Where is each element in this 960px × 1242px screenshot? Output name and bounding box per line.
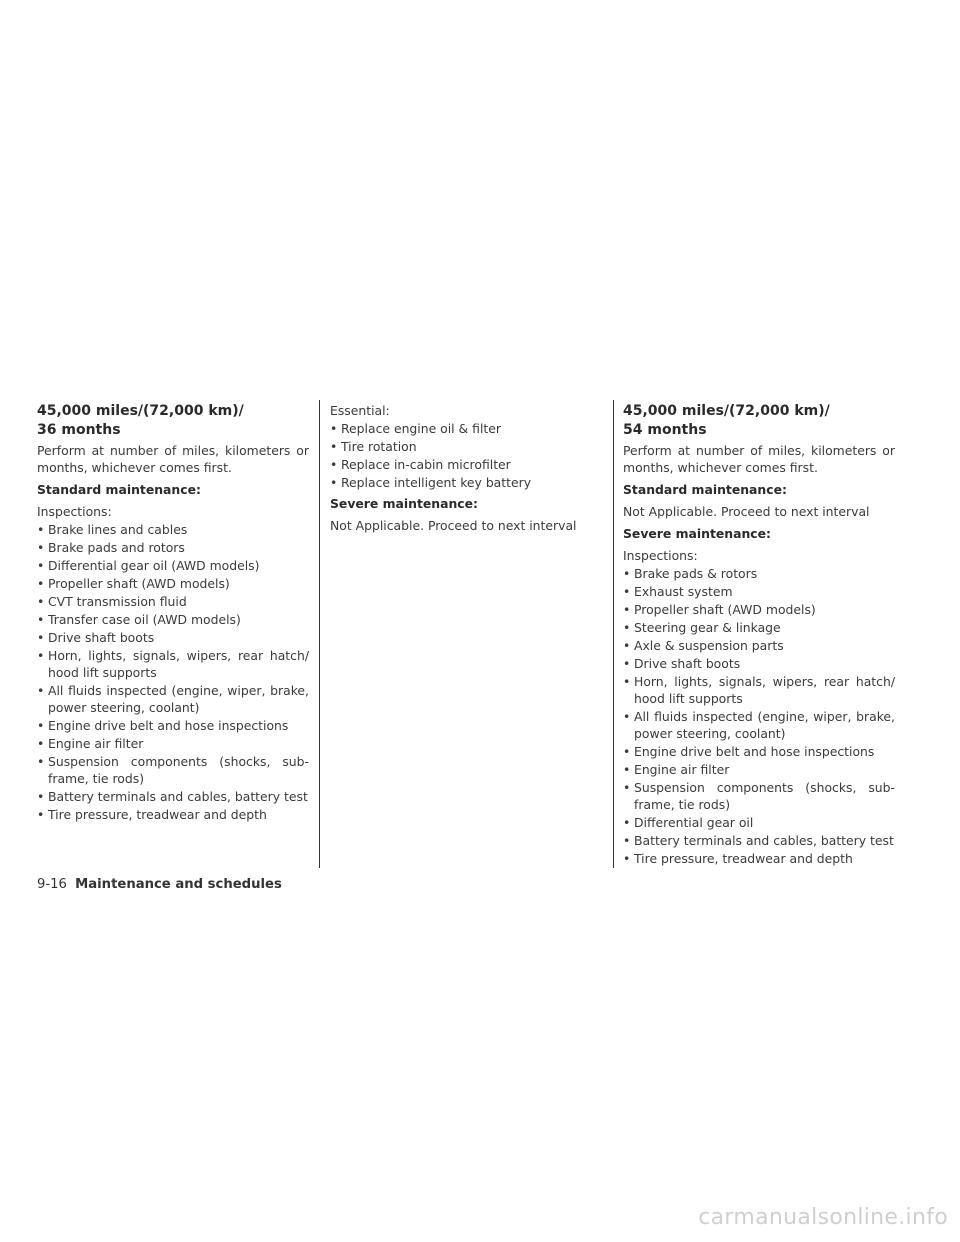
list-item: • Tire pressure, treadwear and depth: [37, 806, 309, 823]
page-footer: [37, 877, 282, 892]
list-item: • Suspension components (shocks, sub- frame, tie rods): [37, 753, 309, 787]
list-item: • Steering gear & linkage: [623, 619, 895, 636]
essential-label: Essential:: [330, 403, 390, 418]
column-divider: [613, 400, 614, 868]
inspections-label: Inspections:: [623, 548, 698, 563]
list-item: • Horn, lights, signals, wipers, rear hatch/ hood lift supports: [37, 647, 309, 681]
watermark: carmanualsonline.info: [698, 1205, 948, 1230]
column-divider: [319, 400, 320, 868]
heading-line-2: 36 months: [37, 422, 121, 438]
list-item: • Replace intelligent key battery: [330, 474, 602, 491]
list-item: • Brake pads & rotors: [623, 565, 895, 582]
standard-maintenance-text: Not Applicable. Proceed to next interval: [623, 504, 870, 519]
section-title: Maintenance and schedules: [75, 877, 282, 892]
heading-line-1: 45,000 miles/(72,000 km)/: [37, 403, 244, 419]
list-item: • Replace engine oil & filter: [330, 420, 602, 437]
list-item: • Differential gear oil: [623, 814, 895, 831]
list-item: • Engine drive belt and hose inspections: [37, 717, 309, 734]
heading-line-2: 54 months: [623, 422, 707, 438]
list-item: • Exhaust system: [623, 583, 895, 600]
list-item: • Propeller shaft (AWD models): [623, 601, 895, 618]
list-item: • Battery terminals and cables, battery test: [37, 788, 309, 805]
list-item: • All fluids inspected (engine, wiper, brake, power steering, coolant): [37, 682, 309, 716]
list-item: • Horn, lights, signals, wipers, rear hatch/ hood lift supports: [623, 673, 895, 707]
standard-maintenance-label: Standard maintenance:: [623, 482, 787, 497]
list-item: • Axle & suspension parts: [623, 637, 895, 654]
inspection-list: [623, 565, 895, 867]
list-item: • Tire pressure, treadwear and depth: [623, 850, 895, 867]
standard-maintenance-label: Standard maintenance:: [37, 482, 201, 497]
list-item: • Propeller shaft (AWD models): [37, 575, 309, 592]
inspection-list: [37, 521, 309, 823]
severe-maintenance-label: Severe maintenance:: [623, 526, 772, 541]
interval-heading: [623, 402, 895, 440]
list-item: • Engine air filter: [37, 735, 309, 752]
list-item: • CVT transmission fluid: [37, 593, 309, 610]
essential-list: [330, 420, 602, 491]
list-item: • Battery terminals and cables, battery test: [623, 832, 895, 849]
essential-column: [330, 402, 602, 539]
list-item: • Engine air filter: [623, 761, 895, 778]
severe-maintenance-label: Severe maintenance:: [330, 496, 479, 511]
list-item: • All fluids inspected (engine, wiper, brake, power steering, coolant): [623, 708, 895, 742]
list-item: • Drive shaft boots: [37, 629, 309, 646]
page-number: 9-16: [37, 877, 67, 892]
interval-heading: [37, 402, 309, 440]
interval-45000-54-column: [623, 402, 895, 871]
severe-maintenance-text: Not Applicable. Proceed to next interval: [330, 518, 577, 533]
intro-text: Perform at number of miles, kilometers or months, whichever comes first.: [37, 443, 309, 475]
list-item: • Suspension components (shocks, sub- frame, tie rods): [623, 779, 895, 813]
list-item: • Brake lines and cables: [37, 521, 309, 538]
intro-text: Perform at number of miles, kilometers or months, whichever comes first.: [623, 443, 895, 475]
list-item: • Replace in-cabin microfilter: [330, 456, 602, 473]
list-item: • Drive shaft boots: [623, 655, 895, 672]
interval-45000-36-column: [37, 402, 309, 827]
heading-line-1: 45,000 miles/(72,000 km)/: [623, 403, 830, 419]
list-item: • Tire rotation: [330, 438, 602, 455]
list-item: • Engine drive belt and hose inspections: [623, 743, 895, 760]
inspections-label: Inspections:: [37, 504, 112, 519]
list-item: • Transfer case oil (AWD models): [37, 611, 309, 628]
list-item: • Differential gear oil (AWD models): [37, 557, 309, 574]
list-item: • Brake pads and rotors: [37, 539, 309, 556]
